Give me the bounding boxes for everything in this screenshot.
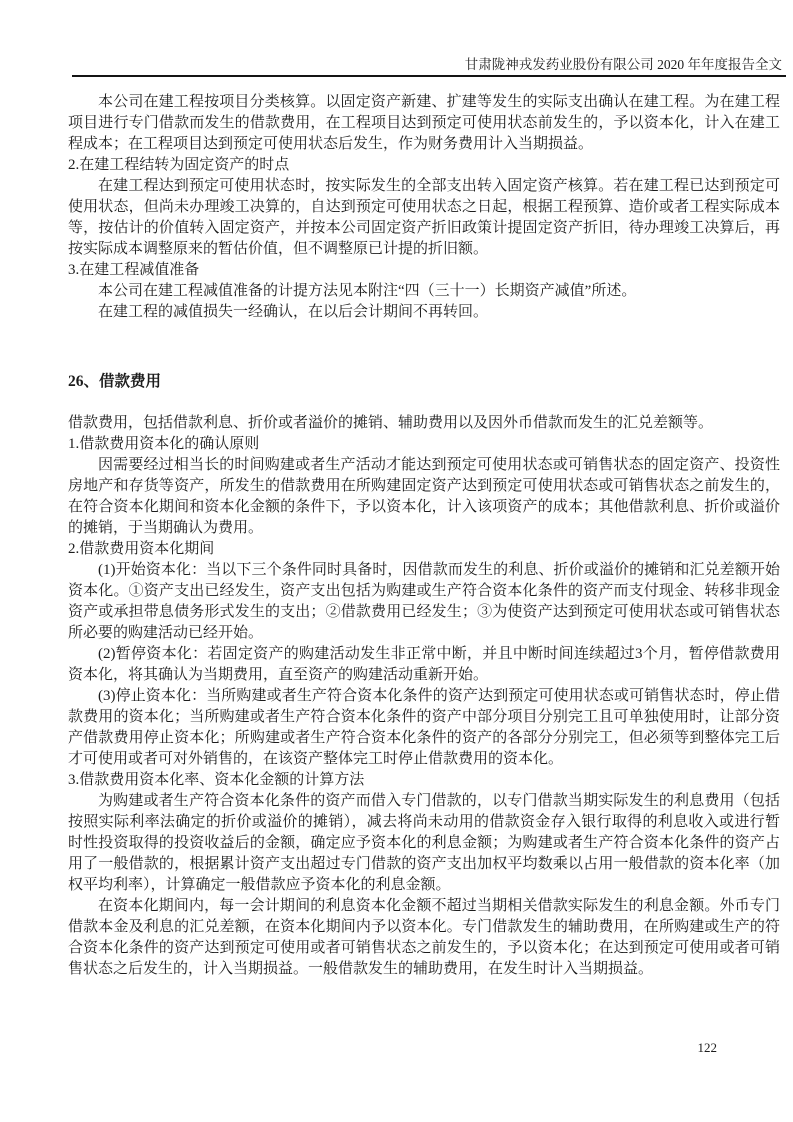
paragraph: 3.在建工程减值准备 (68, 262, 200, 278)
paragraph: 2.借款费用资本化期间 (68, 541, 215, 557)
paragraph: 因需要经过相当长的时间购建或者生产活动才能达到预定可使用状态或可销售状态的固定资产、投资性房地产和存货等资产，所发生的借款费用在所购建固定资产达到预定可使用状态或可销售状态之前发生的，在符合资本化期间和资本化金额的条件下，予以资本化，计入该项资产的成本；其他借款利息、折价或溢价的摊销，于当期确认为费用。 (68, 457, 780, 536)
page-number: 122 (697, 1040, 717, 1055)
paragraph: 2.在建工程结转为固定资产的时点 (68, 157, 290, 173)
paragraph: 为购建或者生产符合资本化条件的资产而借入专门借款的，以专门借款当期实际发生的利息费用（包括按照实际利率法确定的折价或溢价的摊销），减去将尚未动用的借款资金存入银行取得的利息收入或进行暂时性投资取得的投资收益后的金额，确定应予资本化的利息金额；为购建或者生产符合资本化条件的资产占用了一般借款的，根据累计资产支出超过专门借款的资产支出加权平均数乘以占用一般借款的资本化率（加权平均利率），计算确定一般借款应予资本化的利息金额。 (68, 793, 780, 893)
paragraph: (3)停止资本化：当所购建或者生产符合资本化条件的资产达到预定可使用状态或可销售状态时，停止借款费用的资本化；当所购建或者生产符合资本化条件的资产中部分项目分别完工且可单独使用时，让部分资产借款费用停止资本化；所购建或者生产符合资本化条件的资产的各部分分别完工，但必须等到整体完工后才可使用或者可对外销售的，在该资产整体完工时停止借款费用的资本化。 (68, 688, 780, 767)
paragraph: 本公司在建工程减值准备的计提方法见本附注“四（三十一）长期资产减值”所述。 (98, 283, 637, 299)
paragraph: 1.借款费用资本化的确认原则 (68, 436, 260, 452)
section-heading: 26、借款费用 (68, 373, 162, 390)
paragraph: 3.借款费用资本化率、资本化金额的计算方法 (68, 772, 365, 788)
paragraph: 在资本化期间内，每一会计期间的利息资本化金额不超过当期相关借款实际发生的利息金额。外币专门借款本金及利息的汇兑差额，在资本化期间内予以资本化。专门借款发生的辅助费用，在所购建或生产的符合资本化条件的资产达到预定可使用或者可销售状态之前发生的，予以资本化；在达到预定可使用或者可销售状态之后发生的，计入当期损益。一般借款发生的辅助费用，在发生时计入当期损益。 (68, 898, 780, 977)
paragraph: (1)开始资本化：当以下三个条件同时具备时，因借款而发生的利息、折价或溢价的摊销和汇兑差额开始资本化。①资产支出已经发生，资产支出包括为购建或生产符合资本化条件的资产而支付现金、转移非现金资产或承担带息债务形式发生的支出；②借款费用已经发生；③为使资产达到预定可使用状态或可销售状态所必要的购建活动已经开始。 (68, 562, 780, 641)
paragraph: 本公司在建工程按项目分类核算。以固定资产新建、扩建等发生的实际支出确认在建工程。为在建工程项目进行专门借款而发生的借款费用，在工程项目达到预定可使用状态前发生的，予以资本化，计入在建工程成本；在工程项目达到预定可使用状态后发生，作为财务费用计入当期损益。 (68, 94, 780, 152)
paragraph: 借款费用，包括借款利息、折价或者溢价的摊销、辅助费用以及因外币借款而发生的汇兑差额等。 (68, 415, 714, 431)
paragraph: 在建工程达到预定可使用状态时，按实际发生的全部支出转入固定资产核算。若在建工程已达到预定可使用状态，但尚未办理竣工决算的，自达到预定可使用状态之日起，根据工程预算、造价或者工程实际成本等，按估计的价值转入固定资产，并按本公司固定资产折旧政策计提固定资产折旧，待办理竣工决算后，再按实际成本调整原来的暂估价值，但不调整原已计提的折旧额。 (68, 178, 780, 257)
paragraph: (2)暂停资本化：若固定资产的购建活动发生非正常中断，并且中断时间连续超过3个月，暂停借款费用资本化，将其确认为当期费用，直至资产的购建活动重新开始。 (68, 646, 780, 683)
paragraph: 在建工程的减值损失一经确认，在以后会计期间不再转回。 (98, 304, 489, 320)
header-divider (72, 75, 786, 77)
page-header (68, 57, 782, 73)
document-body (68, 92, 780, 980)
report-header-title: 甘肃陇神戎发药业股份有限公司 2020 年年度报告全文 (464, 57, 782, 72)
